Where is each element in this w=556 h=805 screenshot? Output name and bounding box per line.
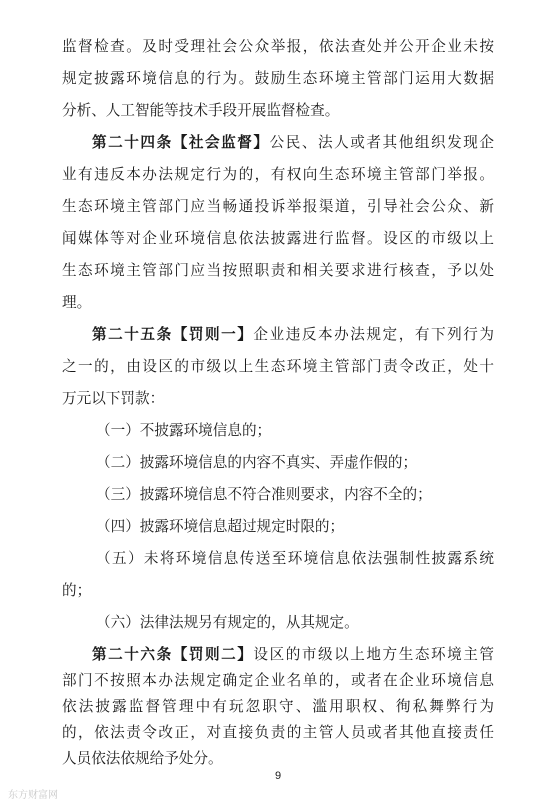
watermark: 东方财富网 (8, 790, 58, 801)
text-line: 生态环境主管部门应当按照职责和相关要求进行核查，予以处 (62, 262, 494, 279)
list-item: （四）披露环境信息超过规定时限的； (96, 518, 345, 535)
text-line: 理。 (62, 294, 92, 311)
text-line: 生态环境主管部门应当畅通投诉举报渠道，引导社会公众、新 (62, 198, 494, 215)
text-line: 分析、人工智能等技术手段开展监督检查。 (62, 102, 340, 119)
list-item: （二）披露环境信息的内容不真实、弄虚作假的； (96, 454, 418, 471)
article-24-first-line (92, 134, 494, 152)
list-item: （一）不披露环境信息的； (96, 422, 272, 439)
list-item: （六）法律法规另有规定的，从其规定。 (96, 614, 359, 631)
article-24-text: 公民、法人或者其他组织发现企 (269, 134, 494, 151)
article-26-heading: 第二十六条【罚则二】 (92, 646, 254, 663)
text-line: 规定披露环境信息的行为。鼓励生态环境主管部门运用大数据 (62, 70, 494, 87)
article-26-text: 设区的市级以上地方生态环境主管 (253, 646, 494, 663)
article-25-text: 企业违反本办法规定，有下列行为 (253, 326, 494, 343)
article-26-first-line (92, 646, 494, 664)
article-25-first-line (92, 326, 494, 344)
text-line: 之一的，由设区的市级以上生态环境主管部门责令改正，处十 (62, 358, 494, 375)
article-25-heading: 第二十五条【罚则一】 (92, 326, 254, 343)
page-number: 9 (274, 770, 282, 782)
text-line: 人员依法依规给予处分。 (62, 750, 223, 767)
text-line: 监督检查。及时受理社会公众举报，依法查处并公开企业未按 (62, 38, 494, 55)
text-line: 依法披露监督管理中有玩忽职守、滥用职权、徇私舞弊行为 (62, 698, 494, 715)
text-line: 闻媒体等对企业环境信息依法披露进行监督。设区的市级以上 (62, 230, 494, 247)
list-item: （三）披露环境信息不符合准则要求，内容不全的； (96, 486, 432, 503)
list-item: （五）未将环境信息传送至环境信息依法强制性披露系统 (96, 550, 494, 567)
text-line: 万元以下罚款： (62, 390, 165, 407)
text-line: 部门不按照本办法规定确定企业名单的，或者在企业环境信息 (62, 672, 494, 689)
list-item-continuation: 的； (62, 582, 92, 599)
article-24-heading: 第二十四条【社会监督】 (92, 134, 270, 151)
text-line: 业有违反本办法规定行为的，有权向生态环境主管部门举报。 (62, 166, 494, 183)
text-line: 的，依法责令改正，对直接负责的主管人员或者其他直接责任 (62, 724, 494, 741)
